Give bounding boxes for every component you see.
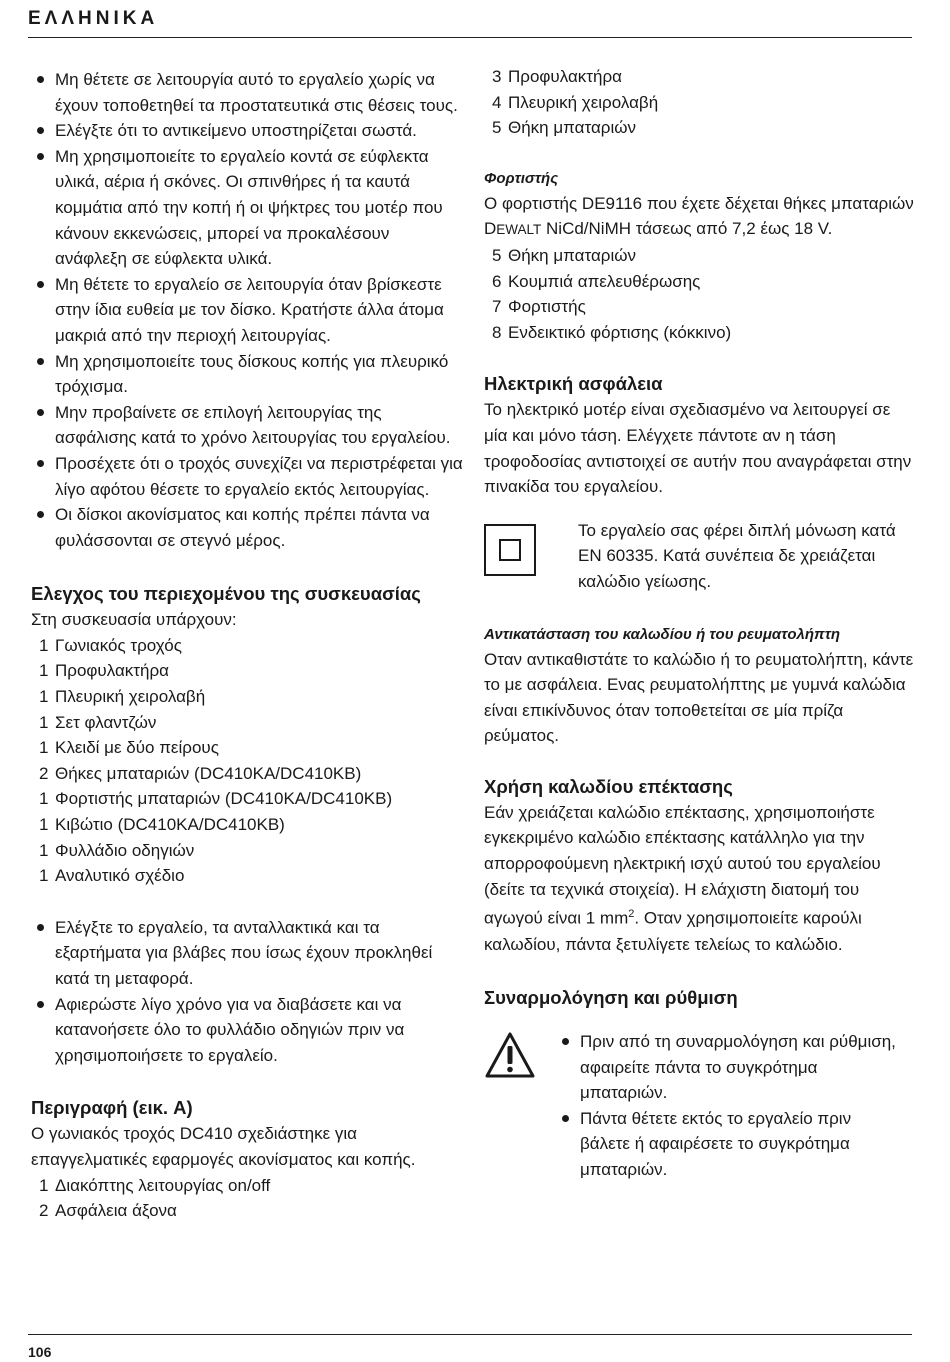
safety-bullet-list [31,67,466,553]
list-item: 2 Θήκες μπαταριών (DC410KA/DC410KB) [39,763,362,783]
list-item: 1 Σετ φλαντζών [39,712,157,732]
left-column [31,67,466,1224]
warning-triangle-icon [484,1031,536,1079]
double-insulation-row [484,518,914,595]
description-list [31,1173,466,1224]
list-item: 5 Θήκη μπαταριών [492,118,636,138]
replace-cable-text: Οταν αντικαθιστάτε το καλώδιο ή το ρευματολήπτη, κάντε το με ασφάλεια. Ενας ρευματολήπτης με γυμνά καλώδια είναι επικίνδυνος όταν τοποθετείται σε μία πρίζα ρεύματος. [484,649,914,746]
list-item: 1 Πλευρική χειρολαβή [39,687,206,707]
list-item: Ελέγξτε το εργαλείο, τα ανταλλακτικά και τα εξαρτήματα για βλάβες που ίσως έχουν προκληθεί κατά τη μεταφορά. [31,915,466,992]
list-item: 4 Πλευρική χειρολαβή [492,92,659,112]
list-item: 1 Φορτιστής μπαταριών (DC410KA/DC410KB) [39,789,393,809]
right-column [484,64,914,1183]
extension-cable-text: Εάν χρειάζεται καλώδιο επέκτασης, χρησιμοποιήστε εγκεκριμένο καλώδιο επέκτασης κατάλληλο για την απορροφούμενη ηλεκτρική ισχύ αυτού του εργαλείου (δείτε τα τεχνικά στοιχεία). Η ελάχιστη διατομή του αγωγού είναι 1 $mm^2$. Οταν χρησιμοποιείτε καρούλι καλωδίου, πάντα ξετυλίγετε τελείως το καλώδιο. [484,802,881,954]
list-item: 1 Γωνιακός τροχός [39,635,182,655]
list-item: Μη χρησιμοποιείτε τους δίσκους κοπής για πλευρικό τρόχισμα. [31,349,466,400]
charger-list [484,243,914,345]
header-rule [28,37,912,38]
electrical-safety-text: Το ηλεκτρικό μοτέρ είναι σχεδιασμένο να λειτουργεί σε μία και μόνο τάση. Ελέγχετε πάντοτε αν η τάση τροφοδοσίας αντιστοιχεί σε αυτήν που αναγράφεται στην πινακίδα του εργαλείου. [484,400,912,497]
list-item: Πριν από τη συναρμολόγηση και ρύθμιση, αφαιρείτε πάντα το συγκρότημα μπαταριών. [556,1029,896,1106]
footer-rule [28,1334,912,1335]
description-heading: Περιγραφή (εικ. A) [31,1097,193,1119]
package-check-bullet-list [31,915,466,1069]
package-intro: Στη συσκευασία υπάρχουν: [31,610,237,630]
assembly-warning-row [484,1029,914,1183]
language-header: ΕΛΛΗΝΙΚΑ [28,8,159,29]
list-item: Αφιερώστε λίγο χρόνο για να διαβάσετε και να κατανοήσετε όλο το φυλλάδιο οδηγιών πριν να χρησιμοποιήσετε το εργαλείο. [31,992,466,1069]
list-item: Προσέχετε ότι ο τροχός συνεχίζει να περιστρέφεται για λίγο αφότου θέσετε το εργαλείο εκτός λειτουργίας. [31,451,466,502]
page-number: 106 [28,1344,52,1360]
list-item: 7 Φορτιστής [492,297,586,317]
package-contents-list [31,633,466,889]
list-item: 8 Ενδεικτικό φόρτισης (κόκκινο) [492,322,732,342]
charger-heading: Φορτιστής [484,169,559,187]
list-item: Μη χρησιμοποιείτε το εργαλείο κοντά σε εύφλεκτα υλικά, αέρια ή σκόνες. Οι σπινθήρες ή τα καυτά κομμάτια από την κοπή ή οι ψήκτρες του μοτέρ που κάνουν εκκενώσεις, μπορεί να προκαλέσουν ανάφλεξη σε εύφλεκτα υλικά. [31,144,466,272]
list-item: 1 Διακόπτης λειτουργίας on/off [39,1175,271,1195]
list-item: Οι δίσκοι ακονίσματος και κοπής πρέπει πάντα να φυλάσσονται σε στεγνό μέρος. [31,502,466,553]
assembly-heading: Συναρμολόγηση και ρύθμιση [484,987,738,1009]
list-item: Ελέγξτε ότι το αντικείμενο υποστηρίζεται σωστά. [31,118,466,144]
list-item: 1 Φυλλάδιο οδηγιών [39,840,195,860]
list-item: 1 Κιβώτιο (DC410KA/DC410KB) [39,815,285,835]
description-list-continued [484,64,914,141]
double-insulation-icon [484,524,536,576]
extension-cable-heading: Χρήση καλωδίου επέκτασης [484,775,733,797]
description-text: Ο γωνιακός τροχός DC410 σχεδιάστηκε για επαγγελματικές εφαρμογές ακονίσματος και κοπής. [31,1124,416,1169]
list-item: 3 Προφυλακτήρα [492,67,622,86]
double-insulation-text: Το εργαλείο σας φέρει διπλή μόνωση κατά EN 60335. Κατά συνέπεια δε χρειάζεται καλώδιο γείωσης. [578,520,896,591]
list-item: Πάντα θέτετε εκτός το εργαλείο πριν βάλετε ή αφαιρέσετε το συγκρότημα μπαταριών. [556,1106,896,1183]
assembly-bullet-list [556,1029,896,1183]
list-item: Μην προβαίνετε σε επιλογή λειτουργίας της ασφάλισης κατά το χρόνο λειτουργίας του εργαλείου. [31,400,466,451]
list-item: 5 Θήκη μπαταριών [492,245,636,265]
package-contents-heading: Ελεγχος του περιεχομένου της συσκευασίας [31,583,421,605]
replace-cable-heading: Αντικατάσταση του καλωδίου ή του ρευματολήπτη [484,625,840,643]
list-item: 2 Ασφάλεια άξονα [39,1201,177,1221]
list-item: 1 Κλειδί με δύο πείρους [39,738,219,758]
charger-text: Ο φορτιστής DE9116 που έχετε δέχεται θήκες μπαταριών DEWALT NiCd/NiMH τάσεως από 7,2 έως 18 V. [484,193,914,239]
list-item: Μη θέτετε το εργαλείο σε λειτουργία όταν βρίσκεστε στην ίδια ευθεία με τον δίσκο. Κρατήστε άλλα άτομα μακριά από την περιοχή λειτουργίας. [31,272,466,349]
electrical-safety-heading: Ηλεκτρική ασφάλεια [484,373,663,395]
brand-name-smallcaps: EWALT [496,222,542,238]
list-item: Μη θέτετε σε λειτουργία αυτό το εργαλείο χωρίς να έχουν τοποθετηθεί τα προστατευτικά στις θέσεις τους. [31,67,466,118]
list-item: 6 Κουμπιά απελευθέρωσης [492,271,701,291]
list-item: 1 Αναλυτικό σχέδιο [39,866,185,886]
list-item: 1 Προφυλακτήρα [39,661,169,681]
